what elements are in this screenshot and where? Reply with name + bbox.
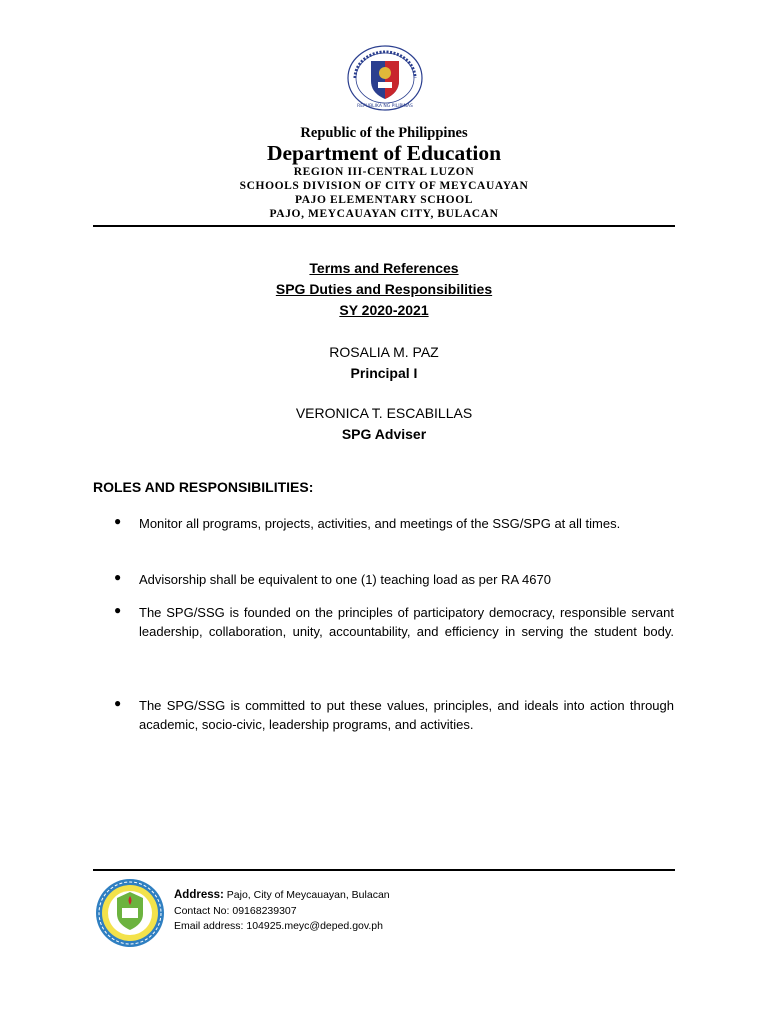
footer-email: [174, 920, 383, 932]
department-name: Department of Education: [266, 141, 502, 165]
bullet-dot: ●: [114, 603, 122, 617]
doc-title-line3: SY 2020-2021: [339, 302, 429, 318]
footer-address-value: Pajo, City of Meycauayan, Bulacan: [226, 889, 390, 901]
header-divider: [93, 225, 675, 227]
doc-title-line2: SPG Duties and Responsibilities: [275, 281, 493, 297]
deped-seal-logo: [347, 45, 423, 111]
footer-contact-value: 09168239307: [232, 905, 297, 917]
footer-email-label: Email address:: [174, 920, 244, 932]
adviser-name: VERONICA T. ESCABILLAS: [295, 405, 473, 421]
bullet-dot: ●: [114, 514, 122, 528]
school-logo: [95, 878, 165, 948]
bullet-dot: ●: [114, 696, 122, 710]
city-line: PAJO, MEYCAUAYAN CITY, BULACAN: [269, 208, 499, 220]
bullet-dot: ●: [114, 570, 122, 584]
roles-item: The SPG/SSG is committed to put these values, principles, and ideals into action through academic, socio-civic, leadership programs, and activities.: [139, 698, 674, 732]
roles-item: Monitor all programs, projects, activities, and meetings of the SSG/SPG at all times.: [139, 516, 621, 531]
division-line: SCHOOLS DIVISION OF CITY OF MEYCAUAYAN: [239, 180, 529, 192]
principal-name: ROSALIA M. PAZ: [329, 344, 439, 360]
seal-bottom-text: REPUBLIKA NG PILIPINAS: [357, 104, 413, 109]
adviser-role: SPG Adviser: [341, 426, 427, 442]
footer-contact: [174, 905, 297, 917]
roles-item: The SPG/SSG is founded on the principles of participatory democracy, responsible servant leadership, collaboration, unity, accountability, and efficiency in serving the student body.: [139, 605, 674, 639]
footer-address-label: Address:: [174, 889, 224, 901]
principal-role: Principal I: [350, 365, 418, 381]
footer-contact-label: Contact No:: [174, 905, 230, 917]
footer-address: [174, 889, 390, 901]
school-line: PAJO ELEMENTARY SCHOOL: [294, 194, 474, 206]
footer-email-value[interactable]: 104925.meyc@deped.gov.ph: [246, 920, 383, 932]
roles-item: Advisorship shall be equivalent to one (1) teaching load as per RA 4670: [139, 572, 551, 587]
roles-heading: ROLES AND RESPONSIBILITIES:: [93, 479, 314, 495]
republic-line: Republic of the Philippines: [300, 125, 468, 141]
footer-divider: [93, 869, 675, 871]
region-line: REGION III-CENTRAL LUZON: [293, 166, 475, 178]
doc-title-line1: Terms and References: [309, 260, 459, 276]
